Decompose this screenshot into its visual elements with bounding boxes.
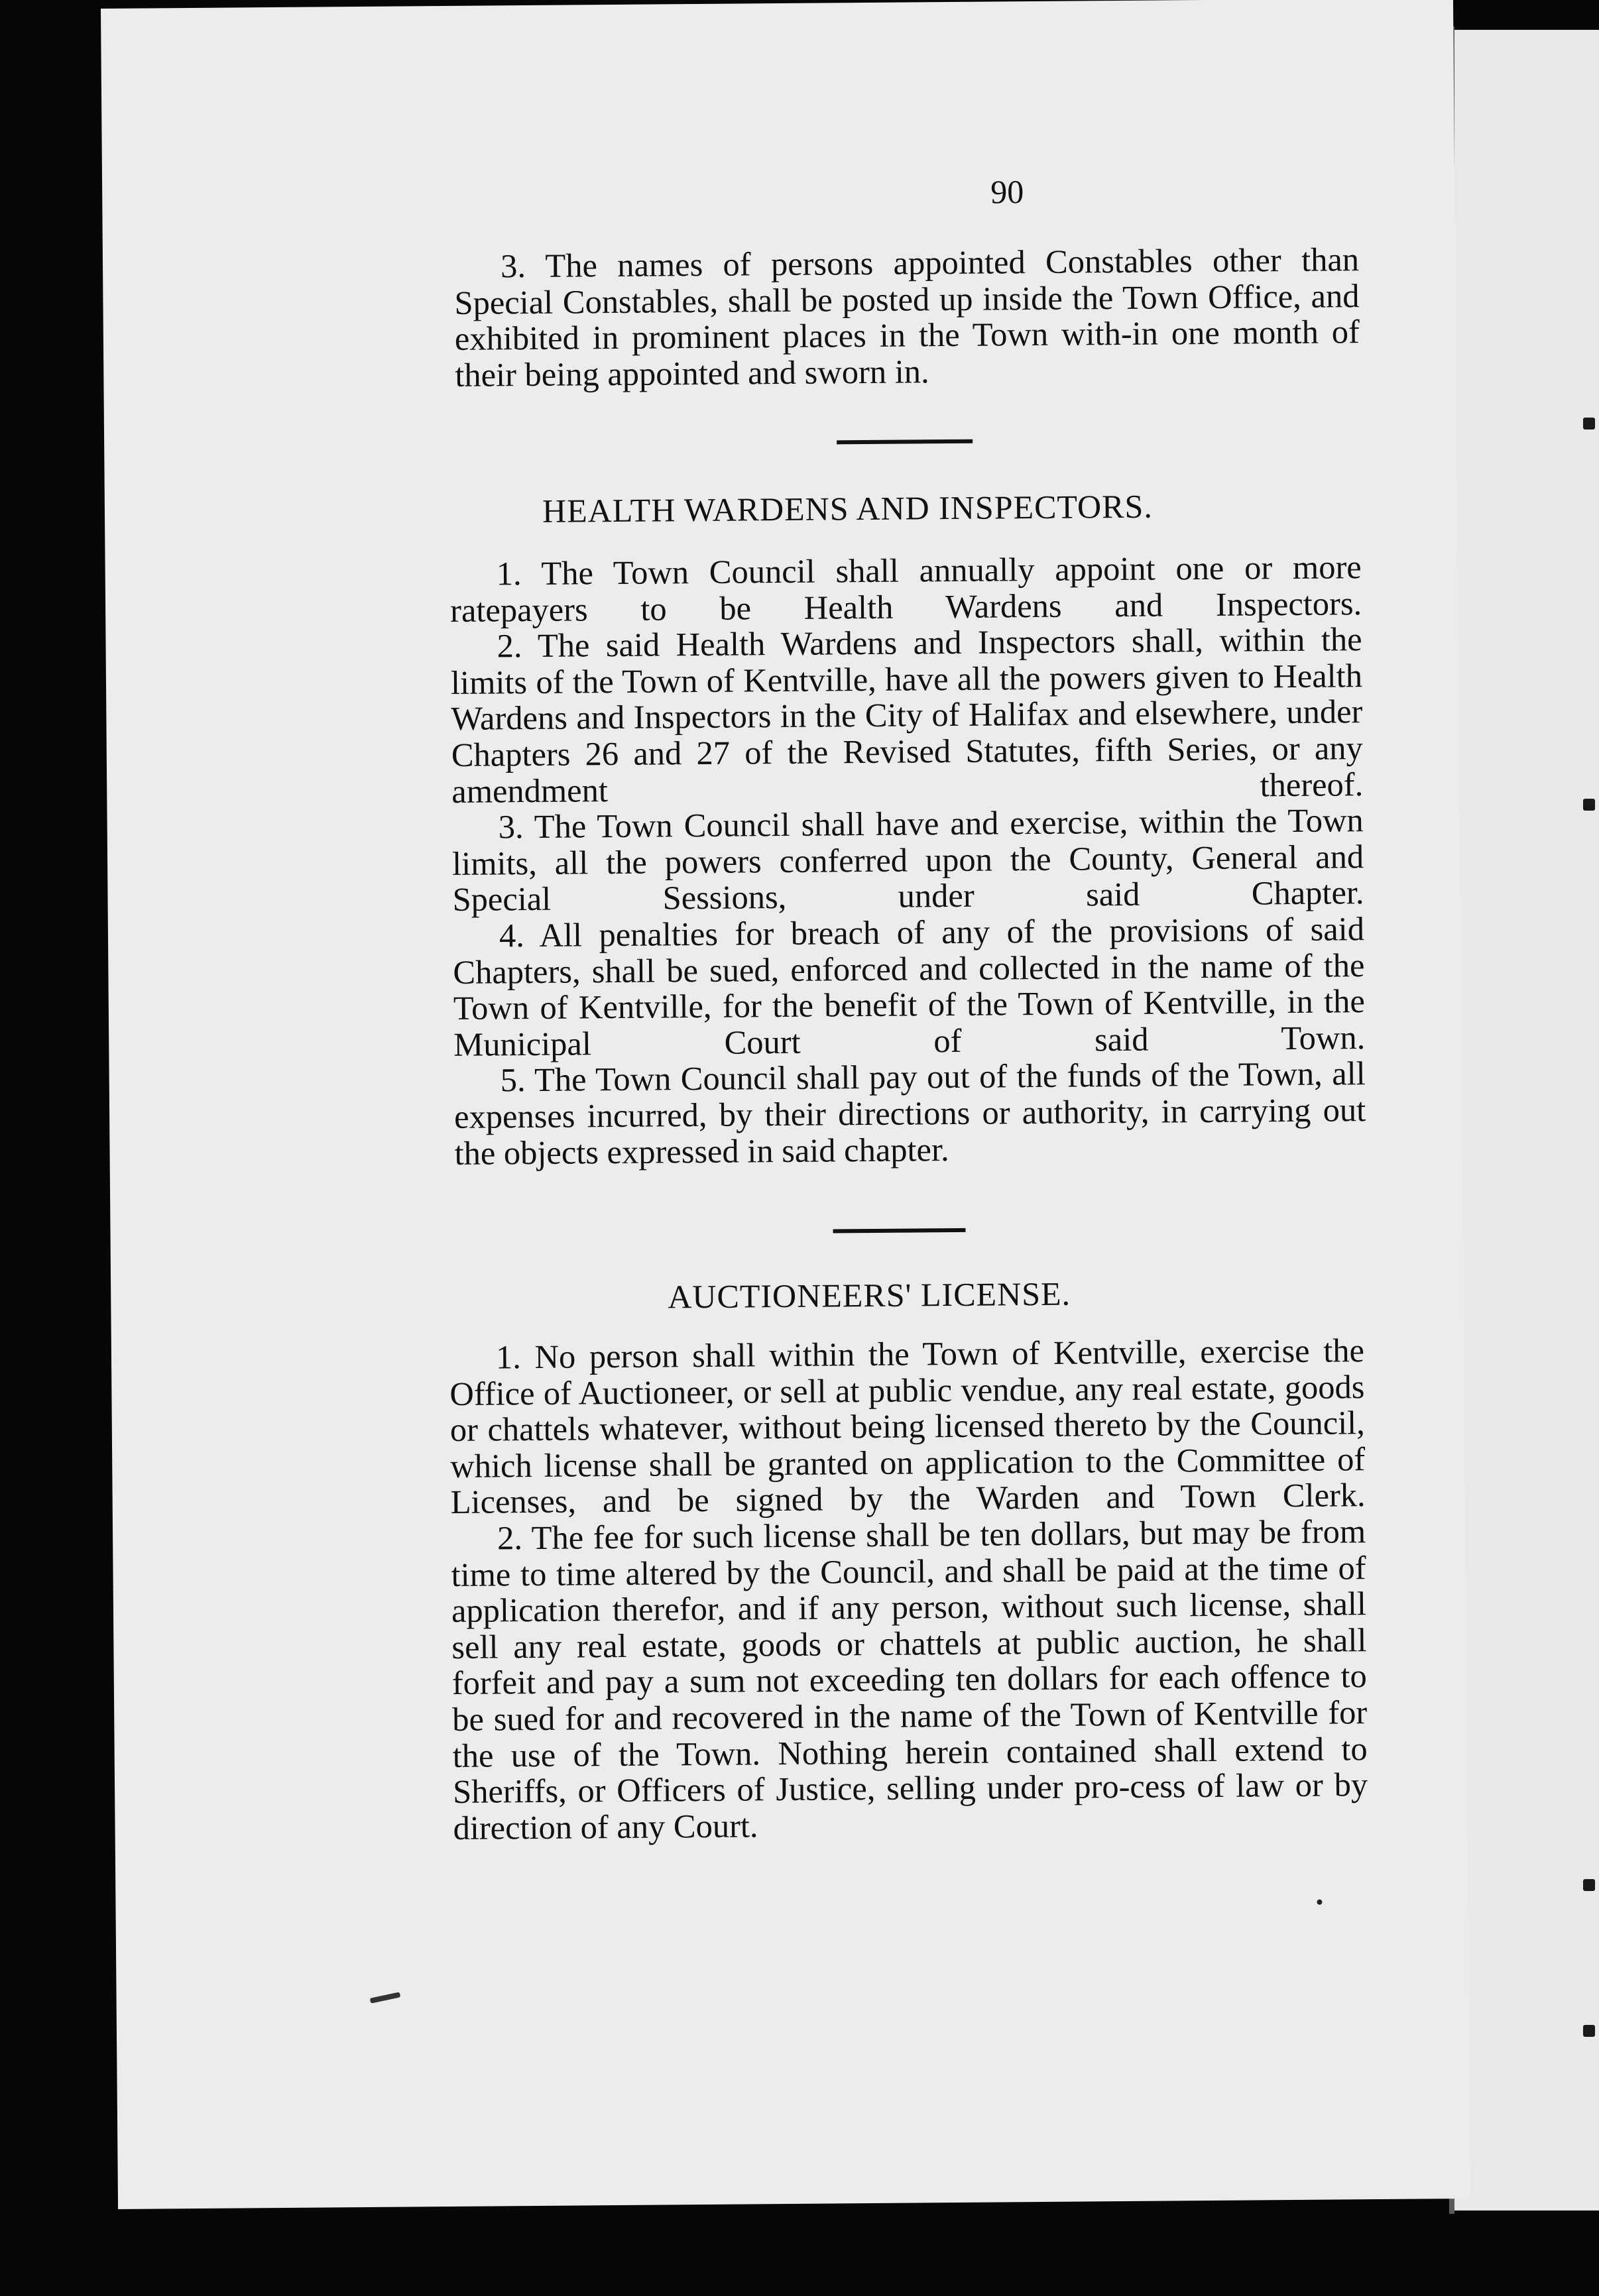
facing-page-edge — [1452, 30, 1599, 2210]
health-section-body — [449, 549, 1366, 1171]
facing-page-mark — [1583, 418, 1595, 430]
ink-speck — [1317, 1900, 1322, 1905]
document-page — [101, 0, 1470, 2209]
paragraph: 2. The said Health Wardens and Inspectors shall, within the limits of the Town of Kentville, have all the powers given to Health Wardens and Inspectors in the City of Halifax and elsewhere, under Chapters 26 and 27 of the Revised Statutes, fifth Series, or any amendment thereof. — [450, 620, 1364, 810]
section-divider — [833, 1228, 965, 1234]
health-section-heading: HEALTH WARDENS AND INSPECTORS. — [542, 487, 1154, 530]
facing-page-mark — [1583, 799, 1595, 811]
section-divider — [837, 439, 973, 445]
paragraph: 5. The Town Council shall pay out of the funds of the Town, all expenses incurred, by their directions or authority, in carrying out the objects expressed in said chapter. — [453, 1055, 1366, 1172]
intro-section — [454, 241, 1360, 393]
facing-page-mark — [1583, 2025, 1595, 2037]
auctioneers-section-heading: AUCTIONEERS' LICENSE. — [668, 1275, 1071, 1316]
paragraph: 1. No person shall within the Town of Kentville, exercise the Office of Auctioneer, or sell at public vendue, any real estate, goods or chattels whatever, without being licensed thereto by the Council, which license shall be granted on application to the Committee of Licenses, and be signed by the Warden and Town Clerk. — [449, 1332, 1366, 1521]
paragraph: 2. The fee for such license shall be ten dollars, but may be from time to time altered by the Council, and shall be paid at the time of application therefor, and if any person, without such license, shall sell any real estate, goods or chattels at public auction, he shall forfeit and pay a sum not exceeding ten dollars for each offence to be sued for and recovered in the name of the Town of Kentville for the use of the Town. Nothing herein contained shall extend to Sheriffs, or Officers of Justice, selling under pro-cess of law or by direction of any Court. — [451, 1513, 1368, 1847]
paragraph: 4. All penalties for breach of any of the provisions of said Chapters, shall be sued, enforced and collected in the name of the Town of Kentville, for the benefit of the Town of Kentville, in the Municipal Court of said Town. — [453, 910, 1366, 1063]
facing-page-mark — [1583, 1879, 1595, 1891]
paragraph: 1. The Town Council shall annually appoint one or more ratepayers to be Health Wardens and Inspectors. — [449, 548, 1362, 629]
paragraph: 3. The Town Council shall have and exercise, within the Town limits, all the powers conferred upon the County, General and Special Sessions, under said Chapter. — [451, 801, 1364, 919]
paragraph: 3. The names of persons appointed Constables other than Special Constables, shall be posted up inside the Town Office, and exhibited in prominent places in the Town with-in one month of their being appointed and sworn in. — [454, 241, 1360, 394]
auctioneers-section-body — [449, 1332, 1368, 1846]
page-number: 90 — [990, 173, 1024, 211]
